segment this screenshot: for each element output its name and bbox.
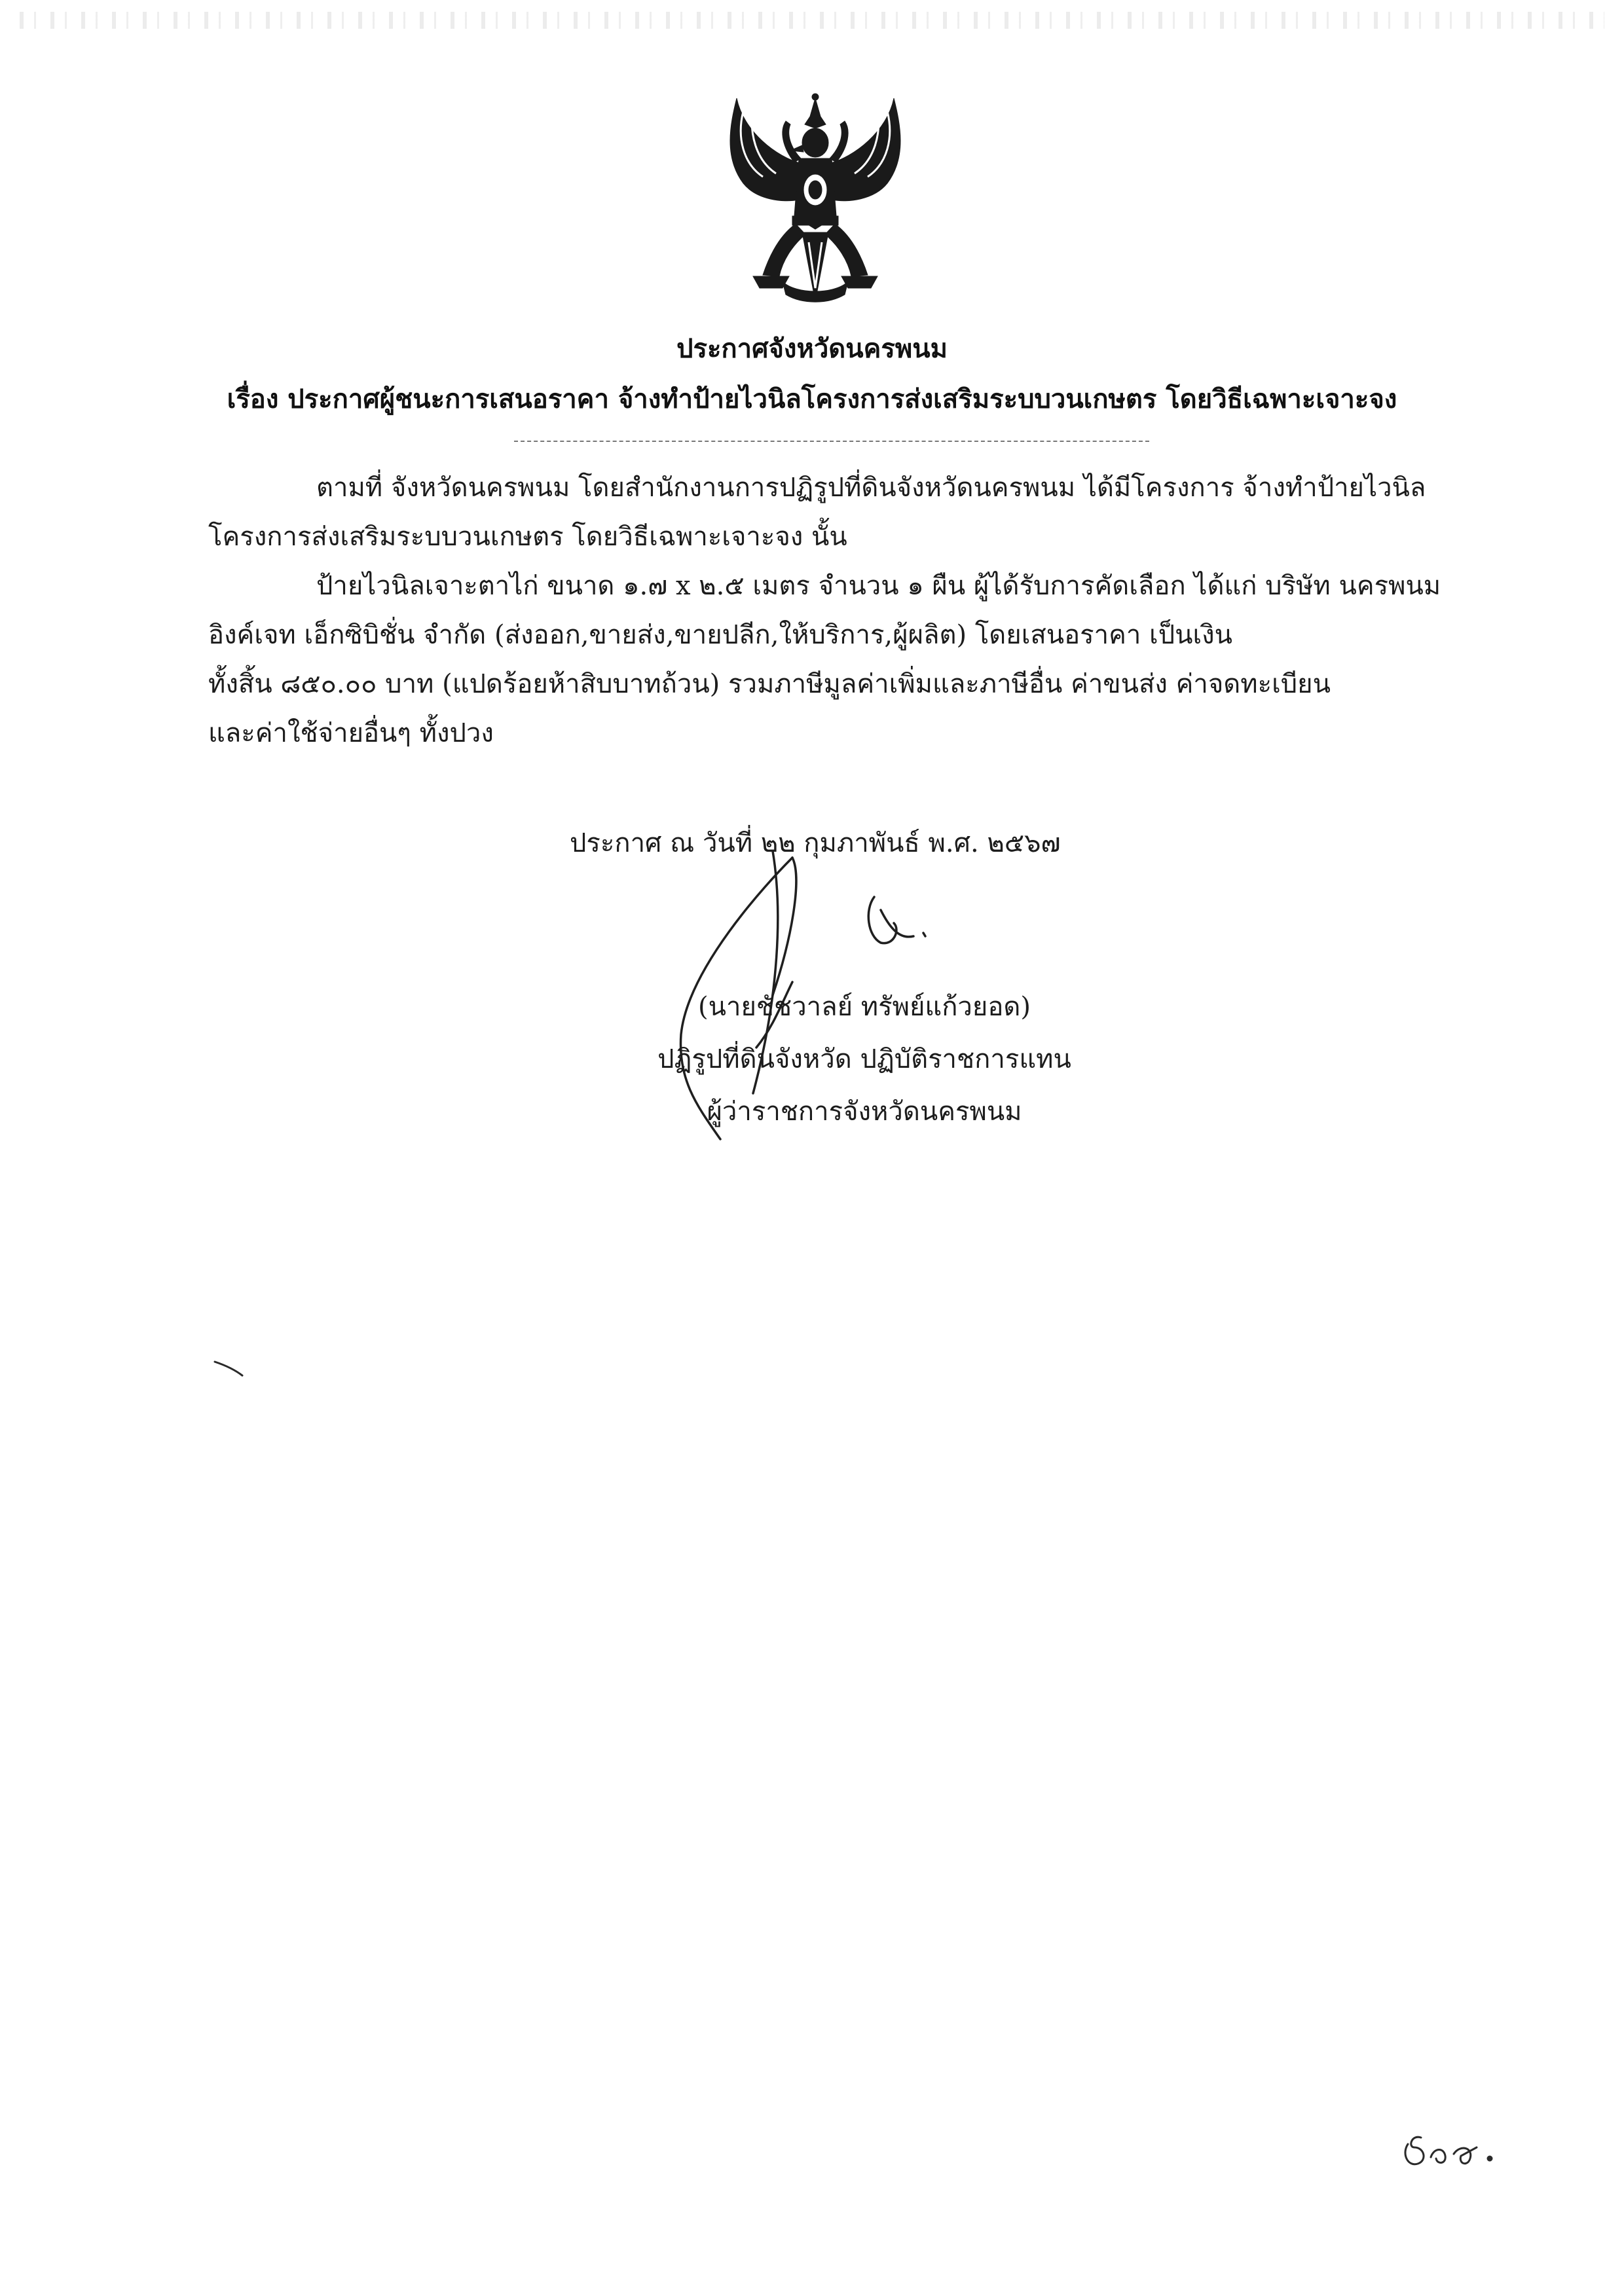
- document-title: ประกาศจังหวัดนครพนม: [676, 334, 948, 364]
- body-line: ทั้งสิ้น ๘๕๐.๐๐ บาท (แปดร้อยห้าสิบบาทถ้วน) รวมภาษีมูลค่าเพิ่มและภาษีอื่น ค่าขนส่ง ค่าจดทะเบียน: [208, 669, 1331, 699]
- signatory-position-governor: ผู้ว่าราชการจังหวัดนครพนม: [707, 1097, 1022, 1127]
- handwritten-page-number: [1398, 2118, 1509, 2177]
- garuda-emblem-icon: [717, 85, 913, 314]
- body-line: และค่าใช้จ่ายอื่นๆ ทั้งปวง: [208, 718, 494, 748]
- announcement-date: ประกาศ ณ วันที่ ๒๒ กุมภาพันธ์ พ.ศ. ๒๕๖๗: [570, 828, 1061, 858]
- signatory-position: ปฏิรูปที่ดินจังหวัด ปฏิบัติราชการแทน: [657, 1044, 1071, 1074]
- body-line: อิงค์เจท เอ็กซิบิชั่น จำกัด (ส่งออก,ขายส่ง,ขายปลีก,ให้บริการ,ผู้ผลิต) โดยเสนอราคา เป็นเงิน: [208, 620, 1233, 650]
- signatory-name: (นายชัชวาลย์ ทรัพย์แก้วยอด): [698, 992, 1031, 1022]
- body-line: โครงการส่งเสริมระบบวนเกษตร โดยวิธีเฉพาะเจาะจง นั้น: [208, 522, 847, 552]
- stray-pen-mark: [213, 1358, 246, 1378]
- title-divider: [514, 441, 1149, 442]
- body-line: ตามที่ จังหวัดนครพนม โดยสำนักงานการปฏิรูปที่ดินจังหวัดนครพนม ได้มีโครงการ จ้างทำป้ายไวนิล: [316, 473, 1426, 503]
- body-line: ป้ายไวนิลเจาะตาไก่ ขนาด ๑.๗ x ๒.๕ เมตร จำนวน ๑ ผืน ผู้ได้รับการคัดเลือก ได้แก่ บริษัท นครพนม: [316, 571, 1441, 601]
- document-subject: เรื่อง ประกาศผู้ชนะการเสนอราคา จ้างทำป้ายไวนิลโครงการส่งเสริมระบบวนเกษตร โดยวิธีเฉพาะเจาะจง: [227, 384, 1397, 414]
- scan-edge-noise: [20, 12, 1604, 29]
